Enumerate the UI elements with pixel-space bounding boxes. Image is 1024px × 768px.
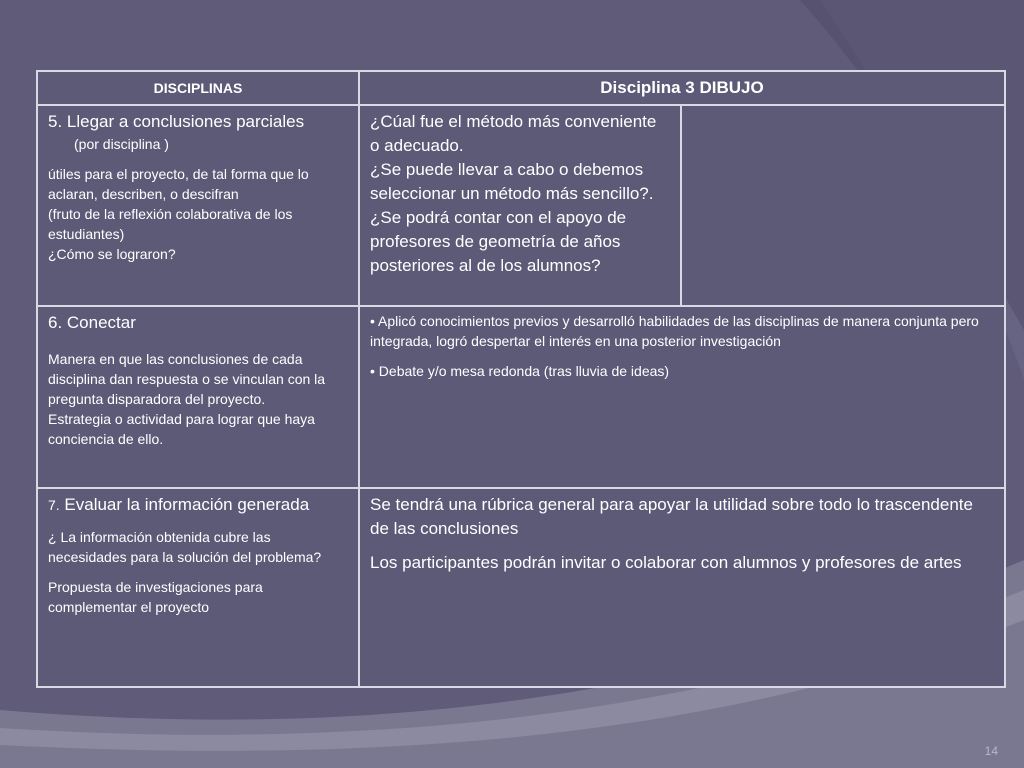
row7-content2: Los participantes podrán invitar o colaborar con alumnos y profesores de artes [370,553,962,572]
row5-desc3: ¿Cómo se lograron? [48,246,176,262]
row5-content-cell [359,105,681,306]
row7-label-cell [37,488,359,687]
row6-title: 6. Conectar [48,313,136,332]
row5-subtitle: (por disciplina ) [74,136,169,152]
row6-bullet2: • Debate y/o mesa redonda (tras lluvia de ideas) [370,363,670,379]
row5-desc1: útiles para el proyecto, de tal forma que lo aclaran, describen, o descifran [48,166,309,202]
row7-title-number: 7. [48,497,60,513]
row6-label-cell [37,306,359,488]
disciplines-table [36,70,1006,688]
row7-title [48,493,348,517]
row6-bullet1: • Aplicó conocimientos previos y desarrolló habilidades de las disciplinas de manera conjunta pero integrada, logró despertar el interés en una posterior investigación [370,313,979,349]
row7-content-cell [359,488,1005,687]
row5-title: 5. Llegar a conclusiones parciales [48,112,305,131]
row7-title-text: Evaluar la información generada [59,495,310,514]
row5-content3: ¿Se podrá contar con el apoyo de profesores de geometría de años posteriores al de los alumnos? [370,208,627,275]
row5-content1: ¿Cúal fue el método más conveniente o adecuado. [370,112,657,155]
row5-desc2: (fruto de la reflexión colaborativa de los estudiantes) [48,206,293,242]
table-row-5 [37,105,1005,306]
row6-content-cell [359,306,1005,488]
row7-content1: Se tendrá una rúbrica general para apoyar la utilidad sobre todo lo trascendente de las conclusiones [370,495,973,538]
row5-empty-cell [681,105,1005,306]
row7-desc2: Propuesta de investigaciones para complementar el proyecto [48,579,263,615]
row6-desc1: Manera en que las conclusiones de cada disciplina dan respuesta o se vinculan con la pregunta disparadora del proyecto. [48,351,326,407]
table-header-row [37,71,1005,105]
row7-desc1: ¿ La información obtenida cubre las necesidades para la solución del problema? [48,529,322,565]
table-row-7 [37,488,1005,687]
row5-content2: ¿Se puede llevar a cabo o debemos seleccionar un método más sencillo?. [370,160,654,203]
slide-number: 14 [984,744,998,758]
header-discipline-3: Disciplina 3 DIBUJO [359,71,1005,105]
header-disciplinas: DISCIPLINAS [37,71,359,105]
row6-desc2: Estrategia o actividad para lograr que haya conciencia de ello. [48,411,315,447]
row5-label-cell [37,105,359,306]
table-row-6 [37,306,1005,488]
